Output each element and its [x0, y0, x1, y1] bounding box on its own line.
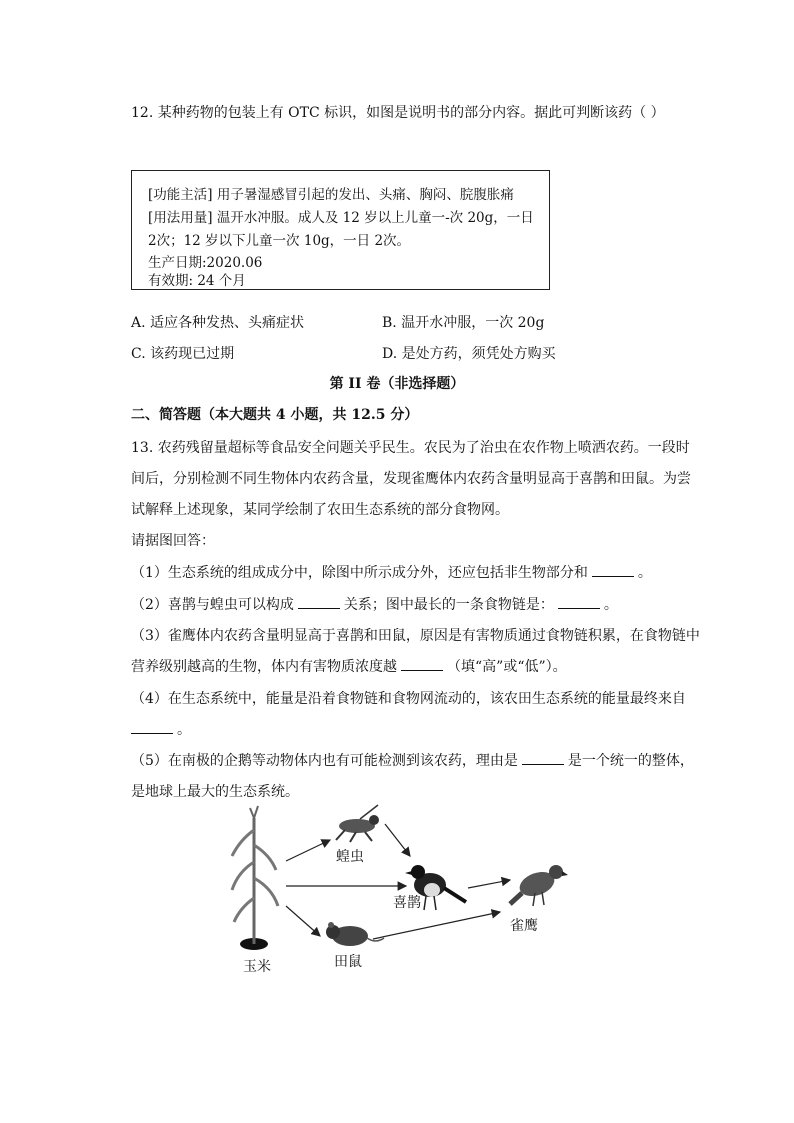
q13-sub-5-line-1: （5）在南极的企鹅等动物体内也有可能检测到该农药，理由是 是一个统一的整体，	[131, 753, 694, 769]
label-locust: 蝗虫	[336, 849, 364, 865]
box-line-usage: [用法用量] 温开水冲服。成人及 12 岁以上儿童一-次 20g，一日	[148, 210, 534, 226]
arrow-mouse-to-hawk	[373, 912, 500, 939]
locust-icon	[336, 805, 379, 842]
label-mouse: 田鼠	[334, 954, 362, 970]
arrow-corn-to-locust	[286, 840, 330, 861]
part-heading: 二、简答题（本大题共 4 小题，共 12.5 分）	[131, 407, 419, 423]
q13-sub-4-line-2: 。	[131, 719, 191, 739]
q13-sub-1: （1）生态系统的组成成分中，除图中所示成分外，还应包括非生物部分和 。	[131, 565, 652, 581]
mouse-icon	[326, 922, 384, 946]
q13-sub-3-line-2: 营养级别越高的生物，体内有害物质浓度越 （填“高”或“低”）。	[131, 659, 567, 675]
arrow-magpie-to-hawk	[468, 880, 510, 888]
box-line-function: [功能主活] 用子暑湿感冒引起的发出、头痛、胸闷、脘腹胀痛	[148, 187, 514, 203]
q13-sub-3-line-1: （3）雀鹰体内农药含量明显高于喜鹊和田鼠，原因是有害物质通过食物链积累，在食物链中	[131, 628, 700, 644]
section-title: 第 II 卷（非选择题）	[329, 376, 465, 392]
option-a: A. 适应各种发热、头痛症状	[131, 315, 305, 331]
q13-sub-2: （2）喜鹊与蝗虫可以构成 关系；图中最长的一条食物链是： 。	[131, 597, 618, 613]
hawk-icon	[510, 865, 568, 906]
q13-para-line-2: 间后，分别检测不同生物体内农药含量，发现雀鹰体内农药含量明显高于喜鹊和田鼠。为尝	[131, 471, 691, 487]
option-d: D. 是处方药，须凭处方购买	[382, 346, 556, 362]
label-magpie: 喜鹊	[393, 895, 421, 911]
q13-para-line-1: 13. 农药残留量超标等食品安全问题关乎民生。农民为了治虫在农作物上喷洒农药。一段时	[131, 440, 690, 456]
question-12-stem: 12. 某种药物的包装上有 OTC 标识，如图是说明书的部分内容。据此可判断该药（ ）	[131, 105, 665, 121]
q13-para-line-3: 试解释上述现象，某同学绘制了农田生态系统的部分食物网。	[131, 502, 509, 518]
arrow-locust-to-magpie	[385, 824, 410, 856]
box-line-production-date: 生产日期:2020.06	[148, 255, 263, 271]
arrow-corn-to-mouse	[286, 906, 320, 936]
box-line-usage-cont: 2次；12 岁以下儿童一次 10g，一日 2次。	[148, 233, 411, 249]
q13-sub-5-line-2: 是地球上最大的生态系统。	[131, 784, 299, 800]
label-corn: 玉米	[243, 959, 271, 975]
corn-icon	[232, 806, 278, 950]
box-line-validity: 有效期: 24 个月	[148, 273, 246, 289]
option-b: B. 温开水冲服，一次 20g	[382, 315, 545, 331]
option-c: C. 该药现已过期	[131, 346, 235, 362]
label-hawk: 雀鹰	[510, 918, 538, 934]
q13-prompt: 请据图回答：	[131, 533, 215, 549]
q13-sub-4-line-1: （4）在生态系统中，能量是沿着食物链和食物网流动的，该农田生态系统的能量最终来自	[131, 691, 686, 707]
